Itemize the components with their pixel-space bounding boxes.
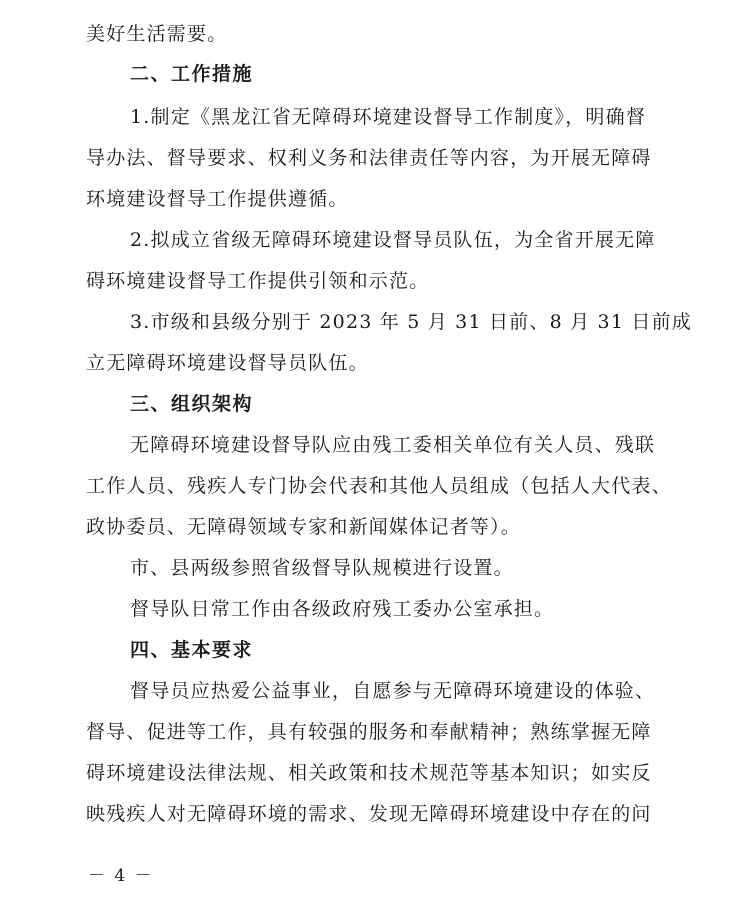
organization-paragraph-line: 无障碍环境建设督导队应由残工委相关单位有关人员、残联 — [130, 434, 656, 456]
measure-item-3-line: 3.市级和县级分别于 2023 年 5 月 31 日前、8 月 31 日前成 — [130, 311, 692, 333]
requirements-paragraph-line: 督导、促进等工作，具有较强的服务和奉献精神；熟练掌握无障 — [86, 721, 652, 743]
page-number: － 4 － — [88, 866, 154, 886]
requirements-paragraph-line: 碍环境建设法律法规、相关政策和技术规范等基本知识；如实反 — [86, 762, 652, 784]
organization-paragraph-line: 政协委员、无障碍领域专家和新闻媒体记者等）。 — [86, 516, 521, 538]
measure-item-1-line: 环境建设督导工作提供遵循。 — [86, 188, 349, 210]
organization-paragraph-line: 市、县两级参照省级督导队规模进行设置。 — [130, 557, 514, 579]
measure-item-2-line: 碍环境建设督导工作提供引领和示范。 — [86, 270, 430, 292]
measure-item-1-line: 导办法、督导要求、权利义务和法律责任等内容，为开展无障碍 — [86, 147, 652, 169]
requirements-paragraph-line: 映残疾人对无障碍环境的需求、发现无障碍环境建设中存在的问 — [86, 803, 652, 825]
section-heading-work-measures: 二、工作措施 — [130, 63, 254, 85]
organization-paragraph-line: 工作人员、残疾人专门协会代表和其他人员组成（包括人大代表、 — [86, 475, 672, 497]
section-heading-organization: 三、组织架构 — [130, 393, 254, 415]
measure-item-2-line: 2.拟成立省级无障碍环境建设督导员队伍，为全省开展无障 — [130, 229, 656, 251]
measure-item-3-line: 立无障碍环境建设督导员队伍。 — [86, 352, 369, 374]
requirements-paragraph-line: 督导员应热爱公益事业，自愿参与无障碍环境建设的体验、 — [130, 680, 656, 702]
section-heading-basic-requirements: 四、基本要求 — [130, 639, 254, 661]
organization-paragraph-line: 督导队日常工作由各级政府残工委办公室承担。 — [130, 598, 555, 620]
text-line: 美好生活需要。 — [86, 23, 228, 45]
measure-item-1-line: 1.制定《黑龙江省无障碍环境建设督导工作制度》，明确督 — [130, 106, 647, 128]
